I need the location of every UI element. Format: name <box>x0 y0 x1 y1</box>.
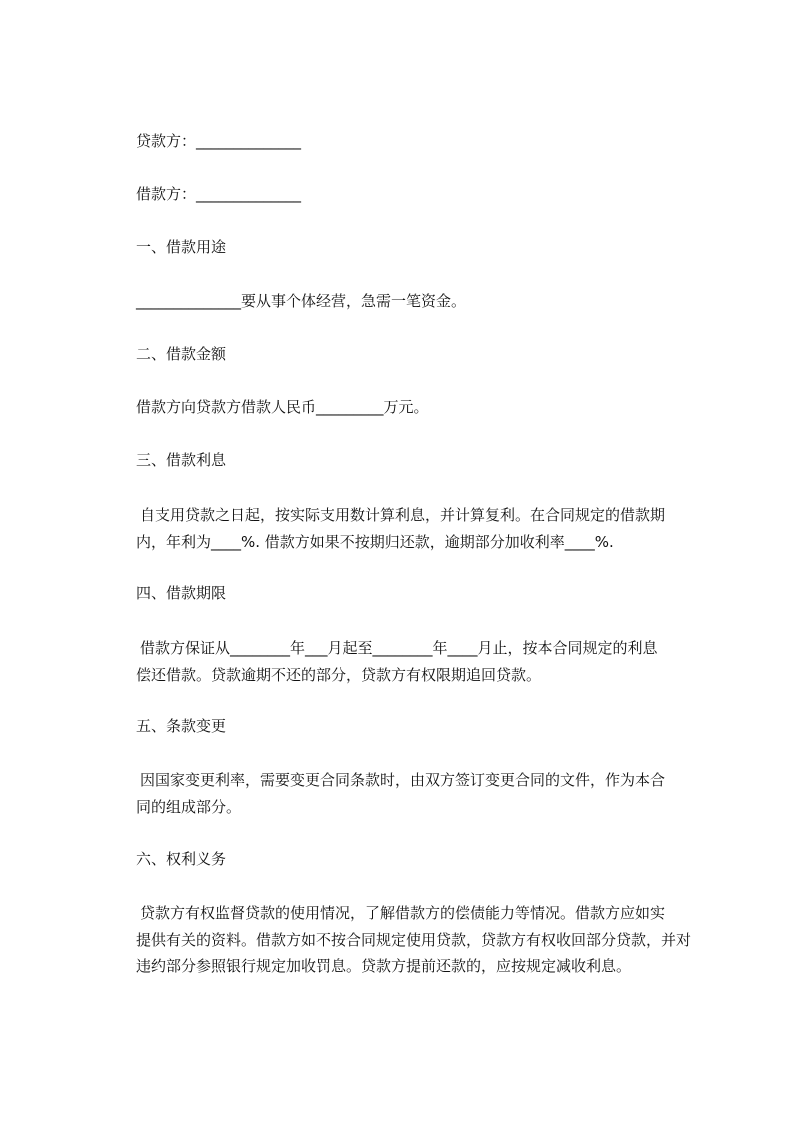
changes-line-1: 因国家变更利率，需要变更合同条款时，由双方签订变更合同的文件，作为本合 <box>140 771 666 789</box>
rights-line-3: 违约部分参照银行规定加收罚息。贷款方提前还款的，应按规定减收利息。 <box>136 957 632 975</box>
section-heading-interest: 三、借款利息 <box>136 451 227 469</box>
borrower-field: 借款方：______________ <box>136 185 302 203</box>
purpose-text: ______________要从事个体经营，急需一笔资金。 <box>136 292 467 310</box>
section-heading-changes: 五、条款变更 <box>136 717 227 735</box>
term-line-1: 借款方保证从________年___月起至________年____月止，按本合同规定的利息 <box>140 639 658 657</box>
rights-line-1: 贷款方有权监督贷款的使用情况，了解借款方的偿债能力等情况。借款方应如实 <box>140 904 666 922</box>
rights-paragraph <box>136 900 701 980</box>
section-heading-term: 四、借款期限 <box>136 584 227 602</box>
interest-line-2: 内，年利为____%. 借款方如果不按期归还款，逾期部分加收利率____%. <box>136 532 614 551</box>
rights-line-2: 提供有关的资料。借款方如不按合同规定使用贷款，贷款方有权收回部分贷款，并对 <box>136 930 692 949</box>
interest-line-1: 自支用贷款之日起，按实际支用数计算利息，并计算复利。在合同规定的借款期 <box>140 506 666 524</box>
lender-field: 贷款方：______________ <box>136 132 302 150</box>
term-paragraph <box>136 635 701 688</box>
interest-paragraph <box>136 502 701 555</box>
changes-line-2: 同的组成部分。 <box>136 797 242 816</box>
changes-paragraph <box>136 767 701 820</box>
amount-text: 借款方向贷款方借款人民币_________万元。 <box>136 398 429 416</box>
section-heading-rights: 六、权利义务 <box>136 850 227 868</box>
section-heading-amount: 二、借款金额 <box>136 345 227 363</box>
section-heading-purpose: 一、借款用途 <box>136 238 227 256</box>
term-line-2: 偿还借款。贷款逾期不还的部分，贷款方有权限期追回贷款。 <box>136 665 542 684</box>
